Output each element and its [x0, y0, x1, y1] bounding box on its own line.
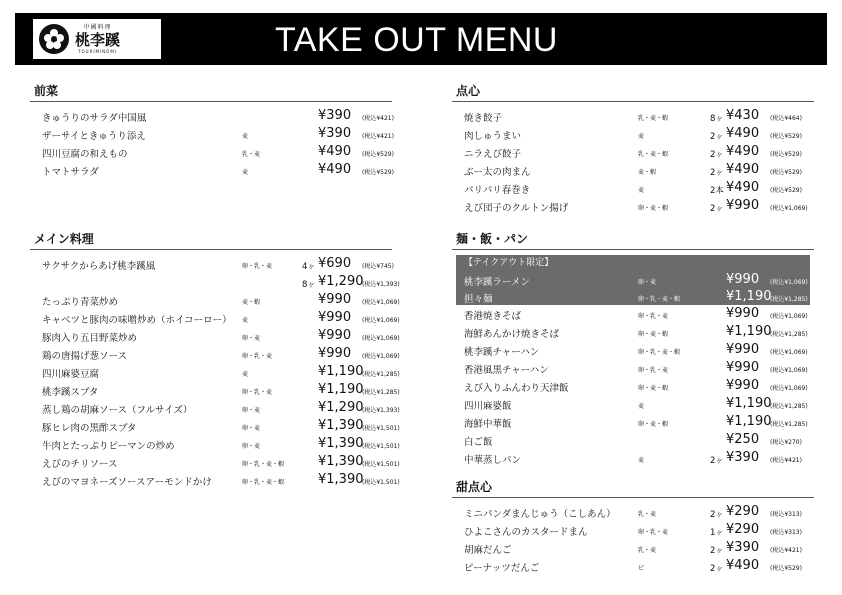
item-price-with-tax: (税込¥529) [362, 151, 394, 158]
item-price: ¥990 [726, 272, 760, 287]
item-allergens: 卵・乳・麦・蝦 [638, 349, 681, 356]
menu-item-row [456, 288, 810, 305]
item-allergens: 卵・乳・麦 [242, 389, 273, 396]
item-price-with-tax: (税込¥529) [770, 169, 802, 176]
menu-item-row [452, 557, 814, 575]
menu-item-row [30, 381, 400, 399]
item-allergens: 麦 [638, 133, 645, 140]
item-quantity: 8ヶ [302, 280, 316, 290]
item-price-with-tax: (税込¥1,501) [362, 479, 400, 486]
item-name: 牛肉とたっぷりピーマンの炒め [42, 441, 175, 452]
item-price: ¥1,190 [318, 364, 364, 379]
item-price-with-tax: (税込¥529) [770, 133, 802, 140]
item-name: 桃李蹊ラーメン [464, 277, 531, 288]
menu-item-row [30, 399, 400, 417]
item-allergens: 卵・麦 [242, 407, 261, 414]
menu-item-row [452, 539, 814, 557]
item-name: ザーサイときゅうり添え [42, 131, 146, 142]
item-price: ¥490 [726, 162, 760, 177]
item-price: ¥490 [726, 180, 760, 195]
item-allergens: 麦 [638, 457, 645, 464]
menu-item-row [30, 327, 400, 345]
item-allergens: ピ [638, 565, 645, 572]
item-price: ¥490 [318, 162, 352, 177]
item-price: ¥490 [726, 126, 760, 141]
item-price-with-tax: (税込¥1,069) [770, 385, 808, 392]
item-price-with-tax: (税込¥529) [770, 187, 802, 194]
item-allergens: 卵・乳・麦・蝦 [242, 479, 285, 486]
item-price-with-tax: (税込¥1,069) [362, 317, 400, 324]
item-name: トマトサラダ [42, 167, 99, 178]
item-price: ¥390 [318, 126, 352, 141]
item-name: ニラえび餃子 [464, 149, 522, 160]
peach-blossom-icon [39, 24, 69, 54]
item-price: ¥990 [726, 198, 760, 213]
item-price-with-tax: (税込¥1,393) [362, 407, 400, 414]
item-name: ひよこさんのカスタードまん [464, 527, 588, 538]
item-price-with-tax: (税込¥313) [770, 511, 802, 518]
menu-item-row [30, 453, 400, 471]
menu-item-row [30, 107, 392, 125]
item-allergens: 麦 [638, 187, 645, 194]
item-name: キャベツと豚肉の味噌炒め（ホイコーロー） [42, 315, 232, 326]
item-allergens: 麦 [242, 371, 249, 378]
item-price-with-tax: (税込¥529) [770, 151, 802, 158]
item-price-with-tax: (税込¥1,069) [362, 299, 400, 306]
item-price-with-tax: (税込¥1,501) [362, 443, 400, 450]
menu-item-row [452, 125, 814, 143]
item-allergens: 卵・麦・蝦 [638, 205, 669, 212]
item-name: 四川麻婆豆腐 [42, 369, 100, 380]
item-quantity: 4ヶ [302, 262, 316, 272]
item-allergens: 乳・麦・蝦 [638, 115, 669, 122]
item-price: ¥690 [318, 256, 352, 271]
item-quantity: 8ヶ [710, 114, 724, 124]
item-allergens: 麦 [242, 317, 249, 324]
item-price: ¥1,290 [318, 400, 364, 415]
section-main [30, 230, 400, 489]
item-price-with-tax: (税込¥529) [362, 169, 394, 176]
menu-item-row [30, 125, 392, 143]
menu-item-row [452, 449, 814, 467]
item-name: きゅうりのサラダ中国風 [42, 113, 147, 124]
menu-item-row [30, 417, 400, 435]
item-name: 香港風黒チャーハン [464, 365, 549, 376]
menu-item-row [452, 323, 814, 341]
menu-item-row [452, 413, 814, 431]
section-title: 点心 [452, 82, 814, 102]
item-allergens: 麦 [638, 403, 645, 410]
item-quantity: 2ヶ [710, 168, 724, 178]
item-price: ¥990 [726, 378, 760, 393]
item-price-with-tax: (税込¥464) [770, 115, 802, 122]
item-allergens: 卵・麦・蝦 [638, 385, 669, 392]
item-price-with-tax: (税込¥1,285) [770, 296, 808, 303]
item-price-with-tax: (税込¥421) [362, 133, 394, 140]
menu-item-row [30, 435, 400, 453]
item-price: ¥290 [726, 504, 760, 519]
item-price: ¥990 [318, 310, 352, 325]
item-price: ¥1,190 [726, 414, 772, 429]
item-allergens: 卵・乳・麦・蝦 [638, 296, 681, 303]
item-name: 豚ヒレ肉の黒酢スブタ [42, 423, 137, 434]
item-quantity: 2ヶ [710, 132, 724, 142]
item-allergens: 乳・麦 [638, 547, 657, 554]
item-price: ¥990 [318, 346, 352, 361]
item-price: ¥1,390 [318, 454, 364, 469]
item-name: 鶏の唐揚げ葱ソース [42, 351, 128, 362]
item-allergens: 卵・麦・蝦 [638, 331, 669, 338]
menu-item-row [452, 431, 814, 449]
item-price: ¥250 [726, 432, 760, 447]
item-name: 香港焼きそば [464, 311, 522, 322]
item-allergens: 卵・麦 [242, 443, 261, 450]
item-price: ¥1,390 [318, 418, 364, 433]
page-title: TAKE OUT MENU [275, 21, 558, 59]
item-price: ¥1,390 [318, 472, 364, 487]
item-allergens: 卵・乳・麦・蝦 [242, 461, 285, 468]
takeout-limited-box [456, 255, 810, 305]
item-allergens: 麦 [242, 133, 249, 140]
item-price-with-tax: (税込¥1,285) [770, 331, 808, 338]
item-allergens: 卵・乳・麦 [638, 529, 669, 536]
item-allergens: 卵・麦 [242, 335, 261, 342]
item-name: ミニパンダまんじゅう（こしあん） [464, 509, 616, 520]
item-name: ピーナッツだんご [464, 563, 540, 574]
item-allergens: 乳・麦・蝦 [638, 151, 669, 158]
section-noodles [452, 230, 814, 467]
item-allergens: 麦 [242, 169, 249, 176]
restaurant-logo [33, 19, 161, 59]
item-price-with-tax: (税込¥745) [362, 263, 394, 270]
item-price-with-tax: (税込¥1,069) [770, 313, 808, 320]
item-allergens: 卵・乳・麦 [242, 263, 273, 270]
item-price-with-tax: (税込¥1,285) [362, 371, 400, 378]
item-price-with-tax: (税込¥1,501) [362, 461, 400, 468]
item-name: たっぷり青菜炒め [42, 297, 119, 308]
item-quantity: 2ヶ [710, 456, 724, 466]
item-name: サクサクからあげ桃李蹊風 [42, 261, 156, 272]
item-name: ぶー太の肉まん [464, 167, 531, 178]
item-price: ¥990 [726, 360, 760, 375]
item-allergens: 卵・乳・麦 [242, 353, 273, 360]
item-name: 桃李蹊チャーハン [464, 347, 540, 358]
section-title: 前菜 [30, 82, 392, 102]
section-title: 麺・飯・パン [452, 230, 814, 250]
menu-item-row [452, 179, 814, 197]
menu-item-row [452, 377, 814, 395]
menu-item-row [452, 305, 814, 323]
item-price-with-tax: (税込¥313) [770, 529, 802, 536]
item-name: 四川麻婆飯 [464, 401, 512, 412]
header-bar [15, 13, 827, 65]
menu-item-row [452, 143, 814, 161]
item-price-with-tax: (税込¥1,069) [770, 367, 808, 374]
item-price: ¥430 [726, 108, 760, 123]
item-price: ¥490 [726, 144, 760, 159]
item-price: ¥1,190 [726, 396, 772, 411]
item-name: 担々麺 [464, 294, 493, 305]
item-allergens: 卵・乳・麦 [638, 367, 669, 374]
item-quantity: 2本 [710, 186, 724, 196]
menu-item-row [30, 273, 400, 291]
item-price-with-tax: (税込¥1,069) [770, 205, 808, 212]
item-allergens: 卵・麦 [638, 279, 657, 286]
item-price: ¥490 [726, 558, 760, 573]
item-name: 豚肉入り五目野菜炒め [42, 333, 138, 344]
item-quantity: 2ヶ [710, 546, 724, 556]
item-name: えびのチリソース [42, 459, 118, 470]
menu-item-row [452, 503, 814, 521]
item-name: 白ご飯 [464, 437, 493, 448]
item-price: ¥1,190 [318, 382, 364, 397]
item-name: 海鮮あんかけ焼きそば [464, 329, 560, 340]
item-price: ¥990 [726, 306, 760, 321]
menu-item-row [452, 359, 814, 377]
menu-item-row [30, 363, 400, 381]
item-price-with-tax: (税込¥529) [770, 565, 802, 572]
section-tenshin [452, 82, 814, 215]
item-price: ¥290 [726, 522, 760, 537]
menu-item-row [30, 161, 392, 179]
item-name: 胡麻だんご [464, 545, 512, 556]
item-allergens: 麦・蝦 [638, 169, 657, 176]
item-allergens: 乳・麦 [242, 151, 261, 158]
item-price-with-tax: (税込¥421) [770, 457, 802, 464]
item-price-with-tax: (税込¥421) [362, 115, 394, 122]
item-allergens: 乳・麦 [638, 511, 657, 518]
item-name: 四川豆腐の和えもの [42, 149, 128, 160]
item-name: 中華蒸しパン [464, 455, 522, 466]
item-name: 蒸し鶏の胡麻ソース（フルサイズ） [42, 405, 193, 416]
item-allergens: 卵・麦・蝦 [638, 421, 669, 428]
item-price-with-tax: (税込¥1,069) [362, 353, 400, 360]
section-zensai [30, 82, 392, 179]
item-price-with-tax: (税込¥1,069) [770, 349, 808, 356]
menu-item-row [452, 197, 814, 215]
menu-item-row [452, 341, 814, 359]
item-price-with-tax: (税込¥1,069) [770, 279, 808, 286]
item-quantity: 2ヶ [710, 150, 724, 160]
menu-item-row [30, 345, 400, 363]
item-name: 桃李蹊スブタ [42, 387, 99, 398]
item-quantity: 2ヶ [710, 564, 724, 574]
item-quantity: 1ヶ [710, 528, 724, 538]
menu-item-row [452, 395, 814, 413]
section-title: メイン料理 [30, 230, 392, 250]
menu-item-row [30, 143, 392, 161]
item-price: ¥990 [726, 342, 760, 357]
logo-subtitle: 中國料理 [83, 23, 112, 31]
item-name: 海鮮中華飯 [464, 419, 512, 430]
item-price-with-tax: (税込¥1,501) [362, 425, 400, 432]
menu-item-row [30, 291, 400, 309]
item-price: ¥990 [318, 292, 352, 307]
item-price: ¥1,190 [726, 289, 772, 304]
item-quantity: 2ヶ [710, 510, 724, 520]
item-name: 肉しゅうまい [464, 131, 522, 142]
item-quantity: 2ヶ [710, 204, 724, 214]
logo-romaji: TOURIMINOMI [78, 48, 117, 54]
menu-item-row [30, 471, 400, 489]
item-price-with-tax: (税込¥1,069) [362, 335, 400, 342]
item-price: ¥490 [318, 144, 352, 159]
takeout-limited-label: 【テイクアウト限定】 [464, 258, 554, 268]
menu-item-row [30, 255, 392, 273]
item-price-with-tax: (税込¥1,285) [362, 389, 400, 396]
item-price-with-tax: (税込¥1,285) [770, 421, 808, 428]
item-price-with-tax: (税込¥421) [770, 547, 802, 554]
item-price: ¥1,190 [726, 324, 772, 339]
item-name: えび団子のクルトン揚げ [464, 203, 569, 214]
menu-item-row [30, 309, 400, 327]
item-price: ¥390 [726, 540, 760, 555]
item-price-with-tax: (税込¥1,393) [362, 281, 400, 288]
item-price: ¥1,290 [318, 274, 364, 289]
menu-item-row [452, 161, 814, 179]
item-price-with-tax: (税込¥270) [770, 439, 802, 446]
item-name: えび入りふんわり天津飯 [464, 383, 569, 394]
item-price: ¥390 [318, 108, 352, 123]
item-allergens: 卵・乳・麦 [638, 313, 669, 320]
item-price: ¥990 [318, 328, 352, 343]
item-name: 焼き餃子 [464, 113, 503, 124]
menu-item-row [456, 271, 810, 288]
section-dessert [452, 478, 814, 575]
item-price: ¥1,390 [318, 436, 364, 451]
section-title: 甜点心 [452, 478, 814, 498]
item-name: えびのマヨネーズソースアーモンドかけ [42, 477, 212, 488]
item-price-with-tax: (税込¥1,285) [770, 403, 808, 410]
menu-item-row [452, 107, 814, 125]
item-name: パリパリ春巻き [464, 185, 531, 196]
item-allergens: 卵・麦 [242, 425, 261, 432]
item-price: ¥390 [726, 450, 760, 465]
item-allergens: 麦・蝦 [242, 299, 261, 306]
logo-name: 桃李蹊 [75, 30, 121, 49]
menu-item-row [452, 521, 814, 539]
